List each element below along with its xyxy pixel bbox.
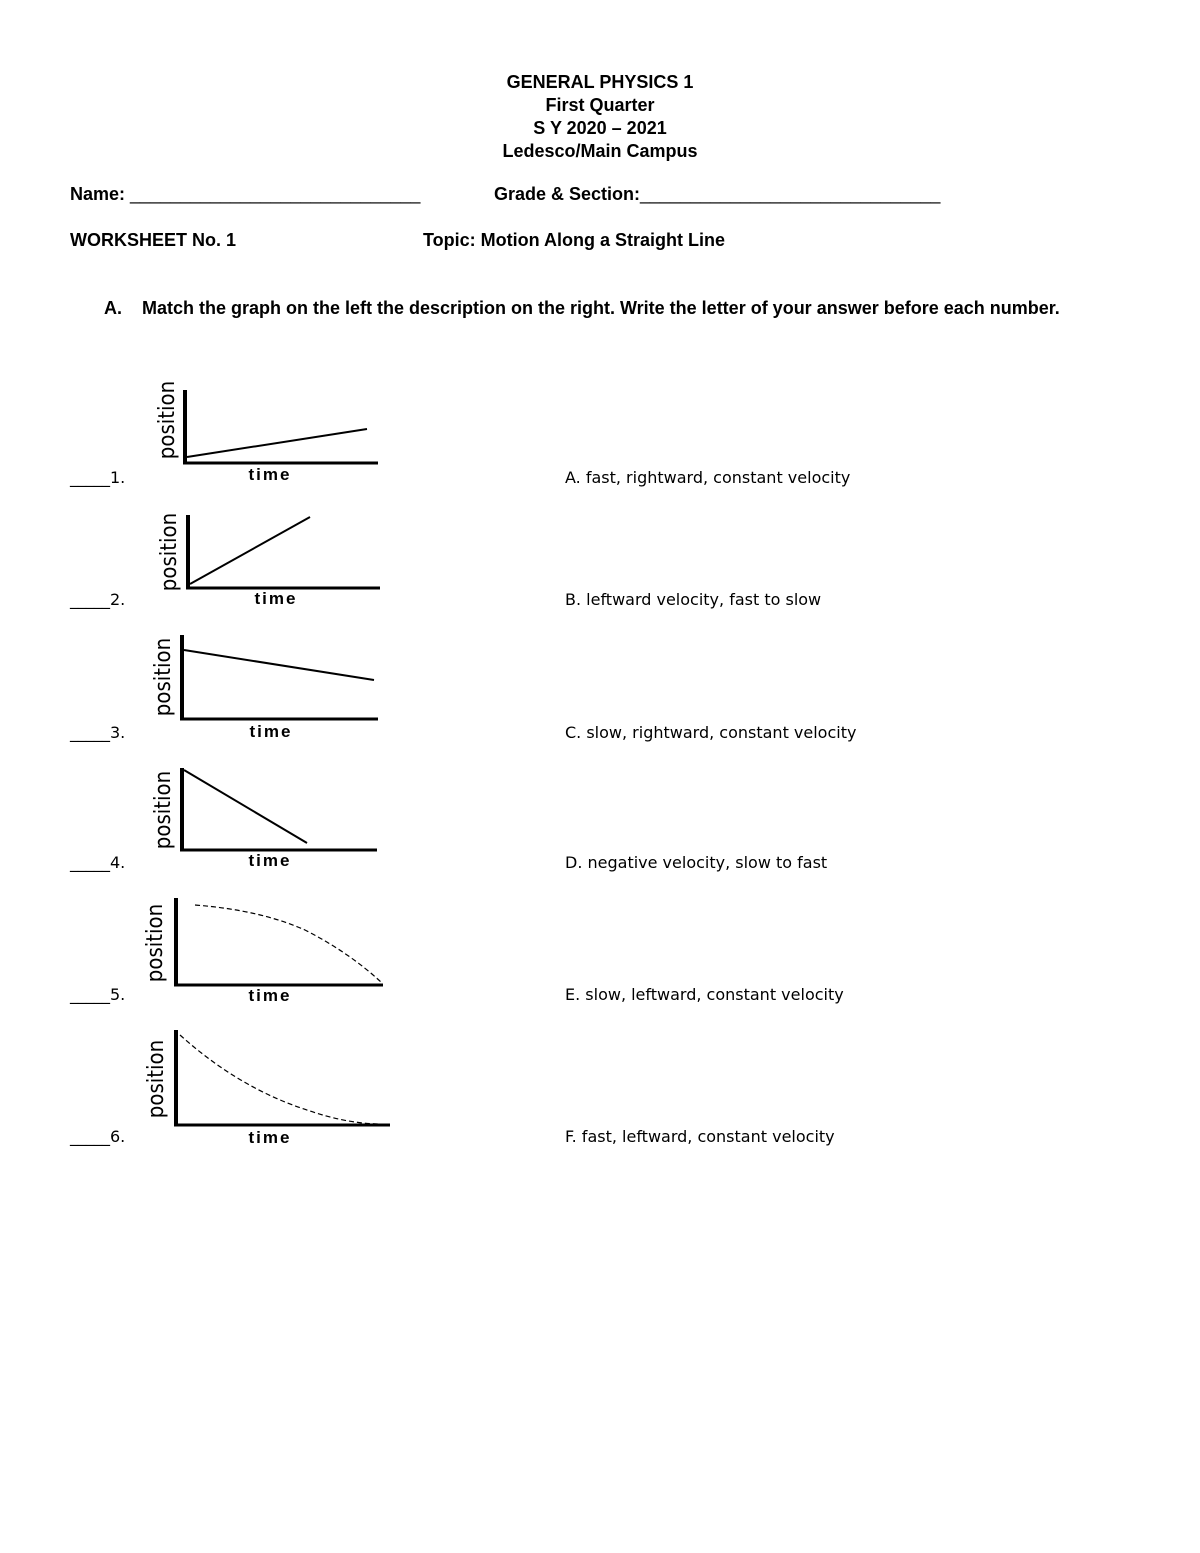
graph-6-x-label: time: [248, 1128, 292, 1147]
name-line: _____________________________: [130, 184, 421, 204]
section-a-label: A.: [104, 298, 122, 318]
graph-1-line: [187, 429, 367, 457]
graph-2-line: [190, 517, 310, 584]
answer-blank-4[interactable]: _____4.: [70, 853, 126, 872]
document-header: [0, 71, 1200, 163]
grade-section-field: [494, 184, 940, 205]
course-title: GENERAL PHYSICS 1: [506, 72, 694, 92]
choice-d: D. negative velocity, slow to fast: [565, 853, 828, 872]
school-year: S Y 2020 – 2021: [533, 118, 667, 138]
section-a-text: Match the graph on the left the description on the right. Write the letter of your answer before each number.: [142, 298, 1060, 318]
graph-4-line: [184, 770, 307, 843]
graph-4-x-label: time: [248, 851, 292, 870]
worksheet-title: WORKSHEET No. 1: [70, 230, 237, 250]
graph-2: [140, 510, 385, 610]
graph-3-line: [184, 650, 374, 680]
graph-4: [140, 765, 385, 870]
graph-5: [140, 895, 390, 1005]
graph-5-curve: [195, 905, 382, 983]
choice-c: C. slow, rightward, constant velocity: [565, 723, 857, 742]
graph-1-y-label: position: [155, 380, 180, 460]
graph-1: [140, 380, 385, 485]
graph-4-y-label: position: [151, 770, 176, 850]
graph-3-y-label: position: [151, 637, 176, 717]
choice-b: B. leftward velocity, fast to slow: [565, 590, 822, 609]
answer-blank-1[interactable]: _____1.: [70, 468, 126, 487]
graph-6-y-label: position: [144, 1039, 169, 1119]
graph-5-x-label: time: [248, 986, 292, 1005]
name-label: Name:: [70, 184, 126, 204]
quarter-label: First Quarter: [545, 95, 655, 115]
graph-3: [140, 632, 385, 742]
graph-2-x-label: time: [254, 589, 298, 608]
graph-2-y-label: position: [157, 512, 182, 592]
answer-blank-2[interactable]: _____2.: [70, 590, 126, 609]
name-field: [70, 184, 420, 205]
graph-3-x-label: time: [249, 722, 293, 741]
campus-name: Ledesco/Main Campus: [502, 141, 698, 161]
graph-1-x-label: time: [248, 465, 292, 484]
choice-f: F. fast, leftward, constant velocity: [565, 1127, 835, 1146]
grade-section-line: ______________________________: [640, 184, 941, 204]
graph-6-curve: [180, 1035, 378, 1124]
worksheet-topic: Topic: Motion Along a Straight Line: [423, 230, 725, 250]
grade-section-label: Grade & Section:: [494, 184, 641, 204]
choice-a: A. fast, rightward, constant velocity: [565, 468, 851, 487]
answer-blank-5[interactable]: _____5.: [70, 985, 126, 1004]
choice-e: E. slow, leftward, constant velocity: [565, 985, 844, 1004]
graph-5-y-label: position: [143, 903, 168, 983]
answer-blank-3[interactable]: _____3.: [70, 723, 126, 742]
graph-6: [140, 1027, 395, 1147]
answer-blank-6[interactable]: _____6.: [70, 1127, 126, 1146]
